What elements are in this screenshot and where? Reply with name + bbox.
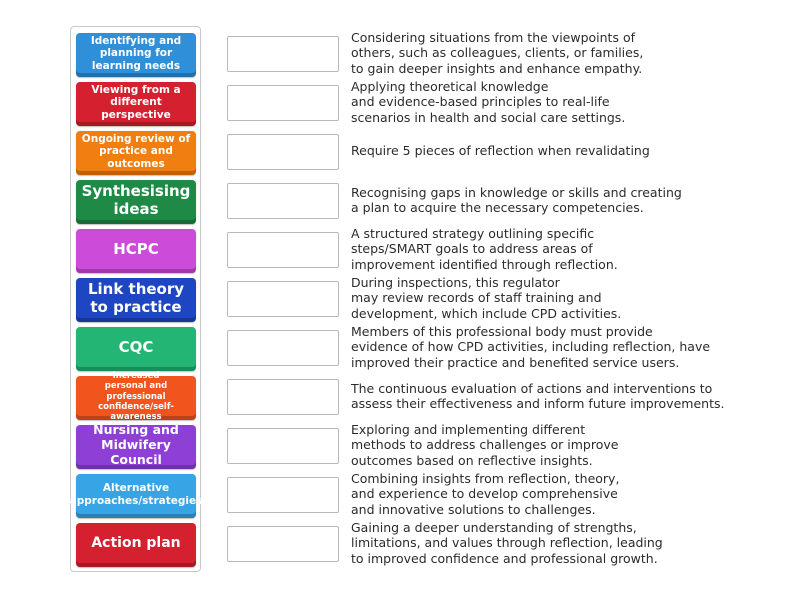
description-1: Considering situations from the viewpoints of others, such as colleagues, clients, or families, to gain deeper insights and enhance empathy. [351, 29, 644, 76]
drop-slot-1[interactable] [227, 36, 339, 72]
drop-slot-8[interactable] [227, 379, 339, 415]
drop-slot-9[interactable] [227, 428, 339, 464]
tile-synthesising-ideas[interactable]: Synthesising ideas [76, 180, 196, 224]
tile-different-perspective[interactable]: Viewing from a different perspective [76, 82, 196, 126]
drop-slot-6[interactable] [227, 281, 339, 317]
description-9: Exploring and implementing different methods to address challenges or improve outcomes based on reflective insights. [351, 421, 619, 468]
description-4: Recognising gaps in knowledge or skills and creating a plan to acquire the necessary competencies. [351, 184, 682, 215]
tile-link-theory-to-practice[interactable]: Link theory to practice [76, 278, 196, 322]
description-6: During inspections, this regulator may review records of staff training and development, which include CPD activities. [351, 274, 622, 321]
drop-slot-7[interactable] [227, 330, 339, 366]
description-8: The continuous evaluation of actions and interventions to assess their effectiveness and inform future improvements. [351, 380, 725, 411]
description-7: Members of this professional body must provide evidence of how CPD activities, including reflection, have improved their practice and benefited service users. [351, 323, 711, 370]
drop-slot-3[interactable] [227, 134, 339, 170]
description-2: Applying theoretical knowledge and evidence-based principles to real-life scenarios in health and social care settings. [351, 78, 626, 125]
tile-nursing-midwifery-council[interactable]: Nursing and Midwifery Council [76, 425, 196, 469]
tile-ongoing-review[interactable]: Ongoing review of practice and outcomes [76, 131, 196, 175]
tile-hcpc[interactable]: HCPC [76, 229, 196, 273]
tile-cqc[interactable]: CQC [76, 327, 196, 371]
tile-identifying-learning-needs[interactable]: Identifying and planning for learning needs [76, 33, 196, 77]
description-10: Combining insights from reflection, theory, and experience to develop comprehensive and innovative solutions to challenges. [351, 470, 620, 517]
drop-slot-5[interactable] [227, 232, 339, 268]
drop-slot-2[interactable] [227, 85, 339, 121]
drop-slot-10[interactable] [227, 477, 339, 513]
description-3: Require 5 pieces of reflection when revalidating [351, 143, 650, 159]
tile-action-plan[interactable]: Action plan [76, 523, 196, 567]
drop-slot-11[interactable] [227, 526, 339, 562]
description-5: A structured strategy outlining specific steps/SMART goals to address areas of improvement identified through reflection. [351, 225, 618, 272]
drop-slot-4[interactable] [227, 183, 339, 219]
tile-increased-confidence[interactable]: Increased personal and professional confidence/self-awareness [76, 376, 196, 420]
description-11: Gaining a deeper understanding of strengths, limitations, and values through reflection, leading to improved confidence and professional growth. [351, 519, 663, 566]
tile-alternative-approaches[interactable]: Alternative approaches/strategies [76, 474, 196, 518]
